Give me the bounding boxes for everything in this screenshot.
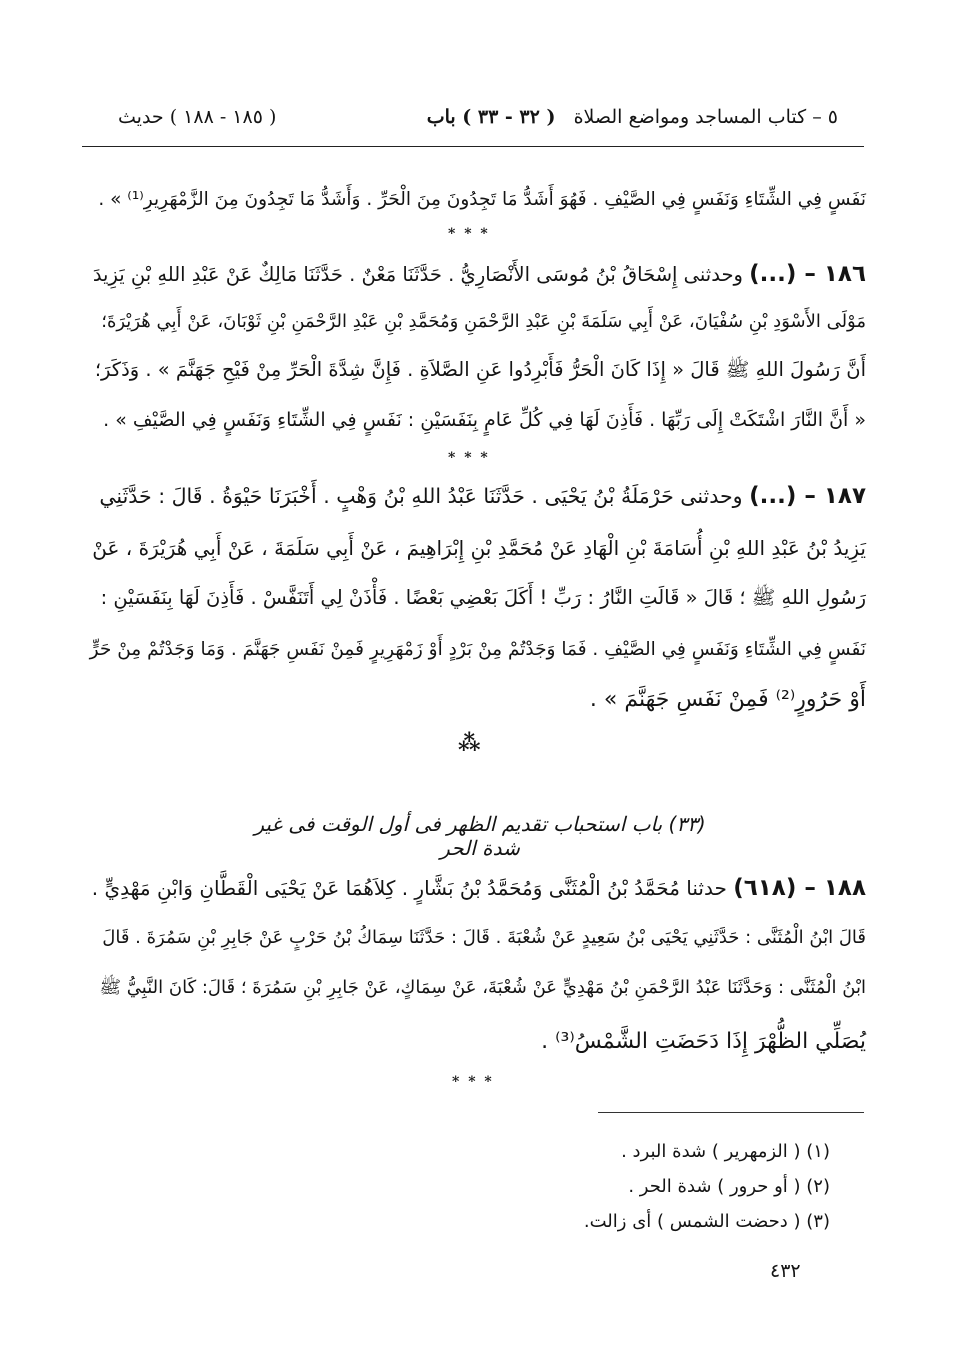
- hadith187-line2: يَزِيدُ بْنُ عَبْدِ اللهِ بْنِ أُسَامَةَ بْنِ الْهَادِ عَنْ مُحَمَّدِ بْنِ إِبْرَاهِيمَ ، عَنْ أَبِي سَلَمَةَ ، عَنْ أَبِي هُرَيْرَةَ ، عَنْ: [92, 536, 866, 560]
- hadith188-line4: يُصَلِّي الظُّهْرَ إِذَا دَحَضَتِ الشَّمْسُ⁽³⁾ .: [541, 1029, 866, 1054]
- header-book-name: ٥ – كتاب المساجد ومواضع الصلاة: [573, 106, 838, 128]
- hadith186-line4: « أَنَّ النَّارَ اشْتَكَتْ إِلَى رَبِّهَا . فَأَذِنَ لَهَا فِي كُلِّ عَامٍ بِنَفَسَيْنِ : نَفَسٍ فِي الشِّتَاءِ وَنَفَسٍ فِي الصَّيْفِ » .: [103, 409, 866, 431]
- header-book-title: [427, 106, 838, 128]
- footnote-2: (٢) ( أو حرور ) شدة الحر .: [628, 1176, 830, 1197]
- header-rule: [82, 146, 864, 147]
- section1-line1: نَفَسٍ فِي الشِّتَاءِ وَنَفَسٍ فِي الصَّيْفِ . فَهُوَ أَشَدُّ مَا تَجِدُونَ مِنَ الْحَرِّ . وَأَشَدُّ مَا تَجِدُونَ مِنَ الزَّمْهَرِيرِ⁽¹⁾ » .: [98, 189, 866, 210]
- hadith187-number: ١٨٧ – (...): [749, 483, 866, 509]
- hadith186-line3: أَنَّ رَسُولَ اللهِ ﷺ قَالَ « إِذَا كَانَ الْحَرُّ فَأَبْرِدُوا عَنِ الصَّلاَةِ . فَإِنَّ شِدَّةَ الْحَرِّ مِنْ فَيْحِ جَهَنَّمَ » . وَذَكَرَ؛: [94, 358, 866, 381]
- footnote-rule: [598, 1112, 864, 1113]
- footnote-3: (٣) ( دحضت الشمس ) أى زالت.: [583, 1211, 830, 1232]
- hadith187-text1: وحدثنى حَرْمَلَةُ بْنُ يَحْيَى . حَدَّثَنَا عَبْدُ اللهِ بْنُ وَهْبٍ . أَخْبَرَنَا حَيْوَةُ . قَالَ : حَدَّثَنِي: [99, 484, 743, 508]
- hadith186-number: ١٨٦ – (...): [749, 261, 866, 287]
- hadith188-number: ١٨٨ – (٦١٨): [733, 875, 866, 901]
- footnote-1: (١) ( الزمهرير ) شدة البرد .: [621, 1141, 830, 1162]
- header-hadith-range: ( ١٨٥ - ١٨٨ ) حديث: [118, 106, 277, 128]
- header-bab-range: ( ٣٢ - ٣٣ ) باب: [426, 106, 556, 128]
- hadith187-line4: نَفَسٍ فِي الشِّتَاءِ وَنَفَسٍ فِي الصَّيْفِ . فَمَا وَجَدْتُمْ مِنْ بَرْدٍ أَوْ زَمْهَرِيرٍ فَمِنْ نَفَسِ جَهَنَّمَ . وَمَا وَجَدْتُمْ مِنْ حَرٍّ: [89, 639, 866, 660]
- hadith187-line3: رَسُولِ اللهِ ﷺ ؛ قَالَ « قَالَتِ النَّارُ : رَبِّ ! أَكَلَ بَعْضِي بَعْضًا . فَأْذَنْ لِي أَتَنَفَّسْ . فَأَذِنَ لَهَا بِنَفَسَيْنِ :: [100, 586, 866, 609]
- chapter-title: (٣٣) باب استحباب تقديم الظهر فى أول الوقت فى غير شدة الحر: [254, 812, 706, 860]
- section-end-mark: ⁂: [458, 730, 483, 756]
- running-header: [118, 100, 838, 140]
- hadith188-line3: ابْنُ الْمُثَنَّى : وَحَدَّثَنَا عَبْدُ الرَّحْمَنِ بْنُ مَهْدِيٍّ عَنْ شُعْبَةَ، عَنْ سِمَاكٍ، عَنْ جَابِرِ بْنِ سَمُرَةَ ؛ قَالَ: كَانَ النَّبِيُّ ﷺ: [99, 977, 866, 998]
- footnotes: [584, 1134, 830, 1239]
- page-number: ٤٣٢: [770, 1260, 801, 1282]
- hadith188-text1: حدثنا مُحَمَّدُ بْنُ الْمُثَنَّى وَمُحَمَّدُ بْنُ بَشَّارٍ . كِلاَهُمَا عَنْ يَحْيَى الْقَطَّانِ وَابْنِ مَهْدِيٍّ .: [91, 876, 727, 900]
- separator-stars-2: * * *: [448, 450, 490, 466]
- hadith187-line1: [99, 468, 866, 524]
- hadith188-line2: قَالَ ابْنُ الْمُثَنَّى : حَدَّثَنِي يَحْيَى بْنُ سَعِيدٍ عَنْ شُعْبَةَ . قَالَ : حَدَّثَنَا سِمَاكُ بْنُ حَرْبٍ عَنْ جَابِرِ بْنِ سَمُرَةَ . قَالَ: [102, 927, 866, 948]
- hadith187-line5: أَوْ حَرُورٍ⁽²⁾ فَمِنْ نَفَسِ جَهَنَّمَ » .: [589, 687, 866, 712]
- hadith186-text1: وحدثنى إِسْحَاقُ بْنُ مُوسَى الأَنْصَارِيُّ . حَدَّثَنَا مَعْنٌ . حَدَّثَنَا مَالِكٌ عَنْ عَبْدِ اللهِ بْنِ يَزِيدَ: [92, 263, 743, 286]
- hadith186-line2: مَوْلَى الأَسْوَدِ بْنِ سُفْيَانَ، عَنْ أَبِي سَلَمَةَ بْنِ عَبْدِ الرَّحْمَنِ وَمُحَمَّدِ بْنِ عَبْدِ الرَّحْمَنِ بْنِ ثَوْبَانَ، عَنْ أَبِي هُرَيْرَةَ؛: [101, 311, 866, 332]
- separator-stars-1: * * *: [448, 226, 490, 242]
- separator-stars-3: * * *: [452, 1074, 494, 1090]
- hadith188-line1: [92, 860, 866, 916]
